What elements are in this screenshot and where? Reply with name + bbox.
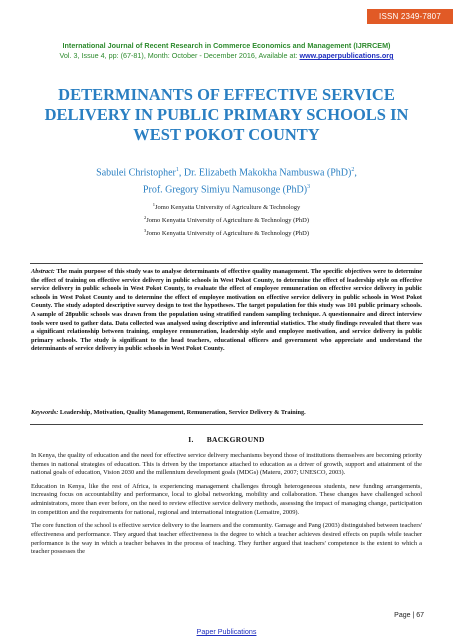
abstract <box>31 268 422 354</box>
journal-info <box>0 51 453 61</box>
paragraph-2: Education in Kenya, like the rest of Africa, is experiencing management challenges through heterogeneous students, new funding arrangements, increasing focus on accountability and performance, local to global networking, mobility and collaboration. These changes have challenged school administrators, more than ever before, on the need to review effective service delivery methods, assessing the impact of managing change, participation in competition and the requirements for national, regional and international integration (Lemaitre, 2009). <box>31 482 422 516</box>
keywords-text: Leadership, Motivation, Quality Management, Remuneration, Service Delivery & Training. <box>59 409 306 416</box>
author-2-sup: 2 <box>351 167 355 173</box>
author-1-sup: 1 <box>175 167 179 173</box>
body-text <box>31 452 422 562</box>
keywords-label: Keywords: <box>31 409 59 416</box>
keywords <box>31 409 422 418</box>
abstract-bottom-rule <box>30 424 423 425</box>
paragraph-3: The core function of the school is effective service delivery to the learners and the community. Gamage and Pang (2003) distinguished between teachers' effectiveness and performance. They argued that teacher effectiveness is the degree to which a teacher achieves desired effects on pupils while teacher performance is the way in which a teacher behaves in the process of teaching. They further argued that teachers' competence is the extent to which a teacher possesses the <box>31 522 422 556</box>
abstract-top-rule <box>30 263 423 264</box>
paper-title: DETERMINANTS OF EFFECTIVE SERVICE DELIVERY IN PUBLIC PRIMARY SCHOOLS IN WEST POKOT COUNTY <box>44 85 409 144</box>
affiliation-2 <box>20 213 433 226</box>
affiliation-1-text: Jomo Kenyatta University of Agriculture & Technology <box>154 204 301 212</box>
paragraph-1: In Kenya, the quality of education and the need for effective service delivery mechanisms beyond those of institutions themselves are becoming priority themes in national strategies of education. This is driven by the importance attached to education as a driver of growth, support and attainment of the national goals of education, Vision 2030 and the millennium development goals (MDGs) (Materu, 2007; UNESCO, 2003). <box>31 452 422 477</box>
section-heading <box>0 435 453 444</box>
journal-url-link[interactable]: www.paperpublications.org <box>299 51 394 60</box>
abstract-label: Abstract: <box>31 268 55 275</box>
author-1: Sabulei Christopher <box>96 167 176 179</box>
page-number: Page | 67 <box>394 612 424 619</box>
journal-name: International Journal of Recent Research in Commerce Economics and Management (IJRRCEM) <box>62 41 391 50</box>
issn-badge: ISSN 2349-7807 <box>367 9 453 24</box>
publisher-footer-link[interactable]: Paper Publications <box>196 627 257 636</box>
affiliation-3 <box>20 226 433 239</box>
author-3-sup: 3 <box>307 184 311 191</box>
author-list: Sabulei Christopher$^1$, Dr. Elizabeth Makokha Nambuswa (PhD)$^2$, Prof. Gregory Simiyu Namusonge (PhD)$^3$ <box>96 167 357 196</box>
section-title: BACKGROUND <box>206 435 265 444</box>
author-3: Prof. Gregory Simiyu Namusonge (PhD) <box>142 184 308 196</box>
section-number: I. <box>188 435 194 444</box>
affiliation-2-sup: 2 <box>143 215 147 221</box>
affiliation-2-text: Jomo Kenyatta University of Agriculture & Technology (PhD) <box>146 217 310 225</box>
affiliation-1-sup: 1 <box>152 202 155 207</box>
affiliation-3-text: Jomo Kenyatta University of Agriculture & Technology (PhD) <box>146 230 310 238</box>
journal-info-text: Vol. 3, Issue 4, pp: (67-81), Month: October - December 2016, Available at: <box>59 51 300 60</box>
affiliation-3-sup: 3 <box>143 228 147 234</box>
author-2: Dr. Elizabeth Makokha Nambuswa (PhD) <box>183 167 352 179</box>
affiliations <box>20 200 433 239</box>
affiliation-1 <box>20 200 433 213</box>
journal-header <box>0 41 453 61</box>
abstract-text: The main purpose of this study was to analyse determinants of effective quality management. The specific objectives were to determine the effect of training on effective service delivery in public schools in West Pokot County, to determine the effect of leadership style on effective service delivery in public schools in West Pokot County, to evaluate the effect of employee remuneration on effective service delivery in public schools in West Pokot County and to determine the effect of employee motivation on effective service delivery in public schools in West Pokot County. The study adopted descriptive survey design to test the hypotheses. The target population for this study was 101 public primary schools. A sample of 28public schools was drawn from the population using stratified random sampling technique. A questionnaire and direct interview tools were used to gather data. Data collected was analysed using descriptive and inferential statistics. The study findings revealed that there was a significant relationship between training, employee remuneration, leadership style and employee motivation, and service delivery in public primary schools. The study is significant to the head teachers, educational officers and government who appreciate and understand the determinants of service delivery in public schools in West Pokot County. <box>31 268 422 353</box>
